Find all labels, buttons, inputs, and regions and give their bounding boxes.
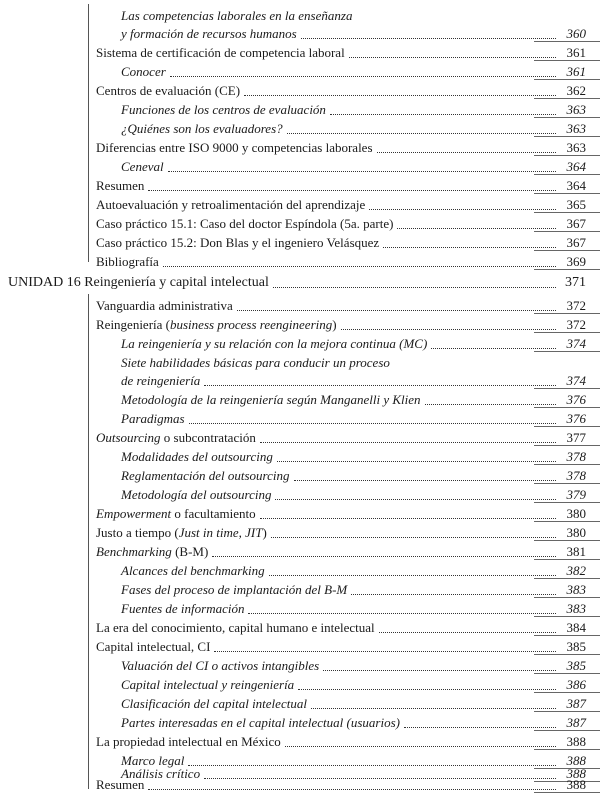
dot-leader — [248, 612, 556, 614]
toc-entry-page: 376 — [566, 411, 586, 426]
page-underline — [534, 502, 600, 503]
toc-entry[interactable] — [0, 466, 600, 484]
page-underline — [534, 407, 600, 408]
toc-entry-page: 380 — [566, 506, 586, 521]
toc-entry[interactable] — [0, 371, 600, 389]
page-underline — [534, 332, 600, 333]
toc-entry[interactable] — [0, 485, 600, 503]
toc-entry[interactable] — [0, 334, 600, 352]
dot-leader — [273, 286, 556, 288]
toc-entry-label: y formación de recursos humanos — [121, 26, 297, 41]
toc-entry-label: Marco legal — [121, 753, 185, 768]
toc-entry-page: 371 — [565, 275, 586, 290]
toc-entry[interactable] — [0, 428, 600, 446]
dot-leader — [237, 309, 556, 311]
toc-entry-page: 388 — [566, 734, 586, 749]
dot-leader — [351, 593, 556, 595]
toc-entry[interactable] — [0, 138, 600, 156]
toc-entry[interactable] — [0, 119, 600, 137]
toc-entry-page: 384 — [566, 620, 586, 635]
dot-leader — [212, 555, 556, 557]
dot-leader — [163, 265, 556, 267]
dot-leader — [311, 707, 556, 709]
dot-leader — [285, 745, 556, 747]
page-underline — [534, 692, 600, 693]
toc-entry[interactable] — [0, 675, 600, 693]
page-underline — [534, 464, 600, 465]
page-underline — [534, 635, 600, 636]
toc-entry[interactable] — [0, 157, 600, 175]
toc-entry[interactable] — [0, 24, 600, 42]
toc-entry-page: 378 — [566, 468, 586, 483]
toc-entry[interactable] — [0, 732, 600, 750]
toc-entry-page: 369 — [566, 254, 586, 269]
toc-entry-page: 362 — [566, 83, 586, 98]
toc-entry-label: Justo a tiempo (Just in time, JIT) — [96, 525, 267, 540]
dot-leader — [260, 517, 556, 519]
toc-entry[interactable] — [0, 618, 600, 636]
toc-entry-page: 379 — [566, 487, 586, 502]
dot-leader — [277, 460, 556, 462]
dot-leader — [298, 688, 556, 690]
page-underline — [534, 313, 600, 314]
toc-entry-label: Fuentes de información — [121, 601, 245, 616]
toc-entry-label: Bibliografía — [96, 254, 159, 269]
page-underline — [534, 578, 600, 579]
toc-entry-page: 360 — [566, 26, 586, 41]
toc-entry-page: 363 — [566, 121, 586, 136]
toc-entry-label: Capital intelectual y reingeniería — [121, 677, 295, 692]
page-underline — [534, 174, 600, 175]
toc-entry-label: La propiedad intelectual en México — [96, 734, 281, 749]
dot-leader — [269, 574, 556, 576]
unit-title: UNIDAD 16 Reingeniería y capital intelectual — [8, 275, 269, 290]
page-underline — [534, 730, 600, 731]
dot-leader — [330, 113, 556, 115]
dot-leader — [397, 227, 556, 229]
toc-entry-page: 380 — [566, 525, 586, 540]
dot-leader — [214, 650, 556, 652]
dot-leader — [148, 189, 556, 191]
page-underline — [534, 483, 600, 484]
dot-leader — [271, 536, 556, 538]
toc-entry-page: 386 — [566, 677, 586, 692]
toc-entry-page: 387 — [566, 715, 586, 730]
dot-leader — [294, 479, 557, 481]
dot-leader — [189, 422, 556, 424]
toc-entry-label: Outsourcing o subcontratación — [96, 430, 256, 445]
toc-entry-page: 374 — [566, 336, 586, 351]
dot-leader — [425, 403, 556, 405]
toc-entry-label: Capital intelectual, CI — [96, 639, 211, 654]
toc-entry-label: Reingeniería (business process reengineering) — [96, 317, 337, 332]
toc-entry-label: Análisis crítico — [121, 766, 201, 781]
toc-entry-label: Las competencias laborales en la enseñanza — [121, 8, 353, 23]
toc-entry-label: Caso práctico 15.1: Caso del doctor Espíndola (5a. parte) — [96, 216, 394, 231]
toc-entry[interactable] — [0, 353, 600, 371]
dot-leader — [204, 384, 556, 386]
dot-leader — [170, 75, 556, 77]
toc-entry-page: 367 — [566, 216, 586, 231]
page-underline — [534, 426, 600, 427]
toc-entry-page: 383 — [566, 601, 586, 616]
page-underline — [534, 155, 600, 156]
toc-entry[interactable] — [0, 315, 600, 333]
toc-entry-label: Clasificación del capital intelectual — [121, 696, 307, 711]
toc-entry-label: Fases del proceso de implantación del B-M — [121, 582, 348, 597]
toc-entry[interactable] — [0, 100, 600, 118]
toc-entry-label: de reingeniería — [121, 373, 201, 388]
toc-entry-page: 361 — [566, 45, 586, 60]
toc-entry-label: Autoevaluación y retroalimentación del aprendizaje — [96, 197, 366, 212]
toc-entry-label: Sistema de certificación de competencia laboral — [96, 45, 345, 60]
toc-entry-label: ¿Quiénes son los evaluadores? — [121, 121, 283, 136]
toc-entry-label: Centros de evaluación (CE) — [96, 83, 241, 98]
page-underline — [534, 351, 600, 352]
toc-entry-label: Conocer — [121, 64, 166, 79]
toc-entry-page: 383 — [566, 582, 586, 597]
toc-entry[interactable] — [0, 81, 600, 99]
toc-entry-label: Siete habilidades básicas para conducir un proceso — [121, 355, 390, 370]
page-underline — [534, 98, 600, 99]
dot-leader — [148, 788, 556, 790]
toc-entry[interactable] — [0, 694, 600, 712]
toc-entry-label: La era del conocimiento, capital humano e intelectual — [96, 620, 375, 635]
page-underline — [534, 559, 600, 560]
toc-entry-label: Partes interesadas en el capital intelectual (usuarios) — [121, 715, 400, 730]
toc-entry-page: 364 — [566, 159, 586, 174]
toc-entry-page: 367 — [566, 235, 586, 250]
toc-entry-page: 388 — [566, 766, 586, 781]
toc-entry[interactable] — [0, 296, 600, 314]
toc-entry[interactable] — [0, 43, 600, 61]
toc-entry-label: Resumen — [96, 178, 145, 193]
toc-entry-page: 388 — [566, 753, 586, 768]
toc-entry[interactable] — [0, 233, 600, 251]
toc-entry-page: 388 — [566, 777, 586, 792]
dot-leader — [323, 669, 556, 671]
page-underline — [534, 117, 600, 118]
page-underline — [534, 445, 600, 446]
toc-entry-label: Vanguardia administrativa — [96, 298, 233, 313]
dot-leader — [404, 726, 556, 728]
toc-entry-page: 372 — [566, 317, 586, 332]
toc-entry-label: Modalidades del outsourcing — [121, 449, 273, 464]
page-underline — [534, 388, 600, 389]
page-underline — [534, 597, 600, 598]
dot-leader — [244, 94, 556, 96]
dot-leader — [301, 37, 556, 39]
page-underline — [534, 193, 600, 194]
dot-leader — [349, 56, 556, 58]
toc-entry-page: 377 — [566, 430, 586, 445]
page-underline — [534, 231, 600, 232]
dot-leader — [341, 328, 556, 330]
toc-entry[interactable] — [0, 195, 600, 213]
dot-leader — [383, 246, 556, 248]
page-underline — [534, 250, 600, 251]
toc-entry[interactable] — [0, 561, 600, 579]
toc-entry-page: 385 — [566, 639, 586, 654]
toc-entry-page: 365 — [566, 197, 586, 212]
toc-entry-label: Caso práctico 15.2: Don Blas y el ingeniero Velásquez — [96, 235, 380, 250]
dot-leader — [356, 20, 556, 21]
toc-entry-label: Valuación del CI o activos intangibles — [121, 658, 320, 673]
toc-entry-label: Ceneval — [121, 159, 164, 174]
toc-entry[interactable] — [0, 542, 600, 560]
toc-entry[interactable] — [0, 775, 600, 793]
dot-leader — [275, 498, 556, 500]
toc-entry[interactable] — [0, 504, 600, 522]
toc-entry-page: 378 — [566, 449, 586, 464]
toc-entry-label: Empowerment o facultamiento — [96, 506, 256, 521]
page-underline — [534, 136, 600, 137]
toc-entry[interactable] — [0, 409, 600, 427]
toc-entry-label: Diferencias entre ISO 9000 y competencias laborales — [96, 140, 373, 155]
toc-entry-page: 364 — [566, 178, 586, 193]
toc-entry-page: 376 — [566, 392, 586, 407]
toc-entry-label: Resumen — [96, 777, 145, 792]
toc-entry[interactable] — [0, 580, 600, 598]
page-underline — [534, 521, 600, 522]
page-underline — [534, 41, 600, 42]
dot-leader — [369, 208, 556, 210]
toc-entry-label: Metodología de la reingeniería según Manganelli y Klien — [121, 392, 421, 407]
page-underline — [534, 212, 600, 213]
toc-entry-page: 361 — [566, 64, 586, 79]
toc-entry-label: Paradigmas — [121, 411, 185, 426]
dot-leader — [431, 347, 556, 349]
toc-entry-page: 381 — [566, 544, 586, 559]
page-underline — [534, 60, 600, 61]
toc-entry[interactable] — [0, 6, 600, 24]
page-underline — [534, 711, 600, 712]
dot-leader — [260, 441, 556, 443]
dot-leader — [168, 170, 556, 172]
toc-entry[interactable] — [0, 214, 600, 232]
page-underline — [534, 673, 600, 674]
page-underline — [534, 540, 600, 541]
page-underline — [534, 269, 600, 270]
toc-entry[interactable] — [0, 252, 600, 270]
toc-entry-page: 363 — [566, 102, 586, 117]
toc-entry-label: Reglamentación del outsourcing — [121, 468, 290, 483]
toc-entry[interactable] — [0, 390, 600, 408]
toc-entry-page: 363 — [566, 140, 586, 155]
dot-leader — [394, 367, 556, 368]
toc-entry-label: Benchmarking (B-M) — [96, 544, 209, 559]
toc-entry-label: Metodología del outsourcing — [121, 487, 272, 502]
dot-leader — [379, 631, 556, 633]
toc-entry-label: Alcances del benchmarking — [121, 563, 265, 578]
toc-entry-page: 382 — [566, 563, 586, 578]
toc-entry-label: La reingeniería y su relación con la mejora continua (MC) — [121, 336, 428, 351]
dot-leader — [377, 151, 556, 153]
page-underline — [534, 749, 600, 750]
toc-entry-label: Funciones de los centros de evaluación — [121, 102, 326, 117]
toc-unit-heading[interactable] — [0, 273, 600, 291]
toc-entry[interactable] — [0, 62, 600, 80]
toc-entry[interactable] — [0, 656, 600, 674]
toc-entry[interactable] — [0, 523, 600, 541]
page-underline — [534, 792, 600, 793]
page-underline — [534, 654, 600, 655]
toc-entry-page: 374 — [566, 373, 586, 388]
toc-entry-page: 387 — [566, 696, 586, 711]
toc-entry[interactable] — [0, 599, 600, 617]
toc-entry[interactable] — [0, 637, 600, 655]
toc-entry-page: 385 — [566, 658, 586, 673]
toc-entry[interactable] — [0, 447, 600, 465]
toc-entry-page: 372 — [566, 298, 586, 313]
toc-entry[interactable] — [0, 713, 600, 731]
dot-leader — [287, 132, 556, 134]
toc-entry[interactable] — [0, 176, 600, 194]
page-underline — [534, 79, 600, 80]
page-underline — [534, 616, 600, 617]
